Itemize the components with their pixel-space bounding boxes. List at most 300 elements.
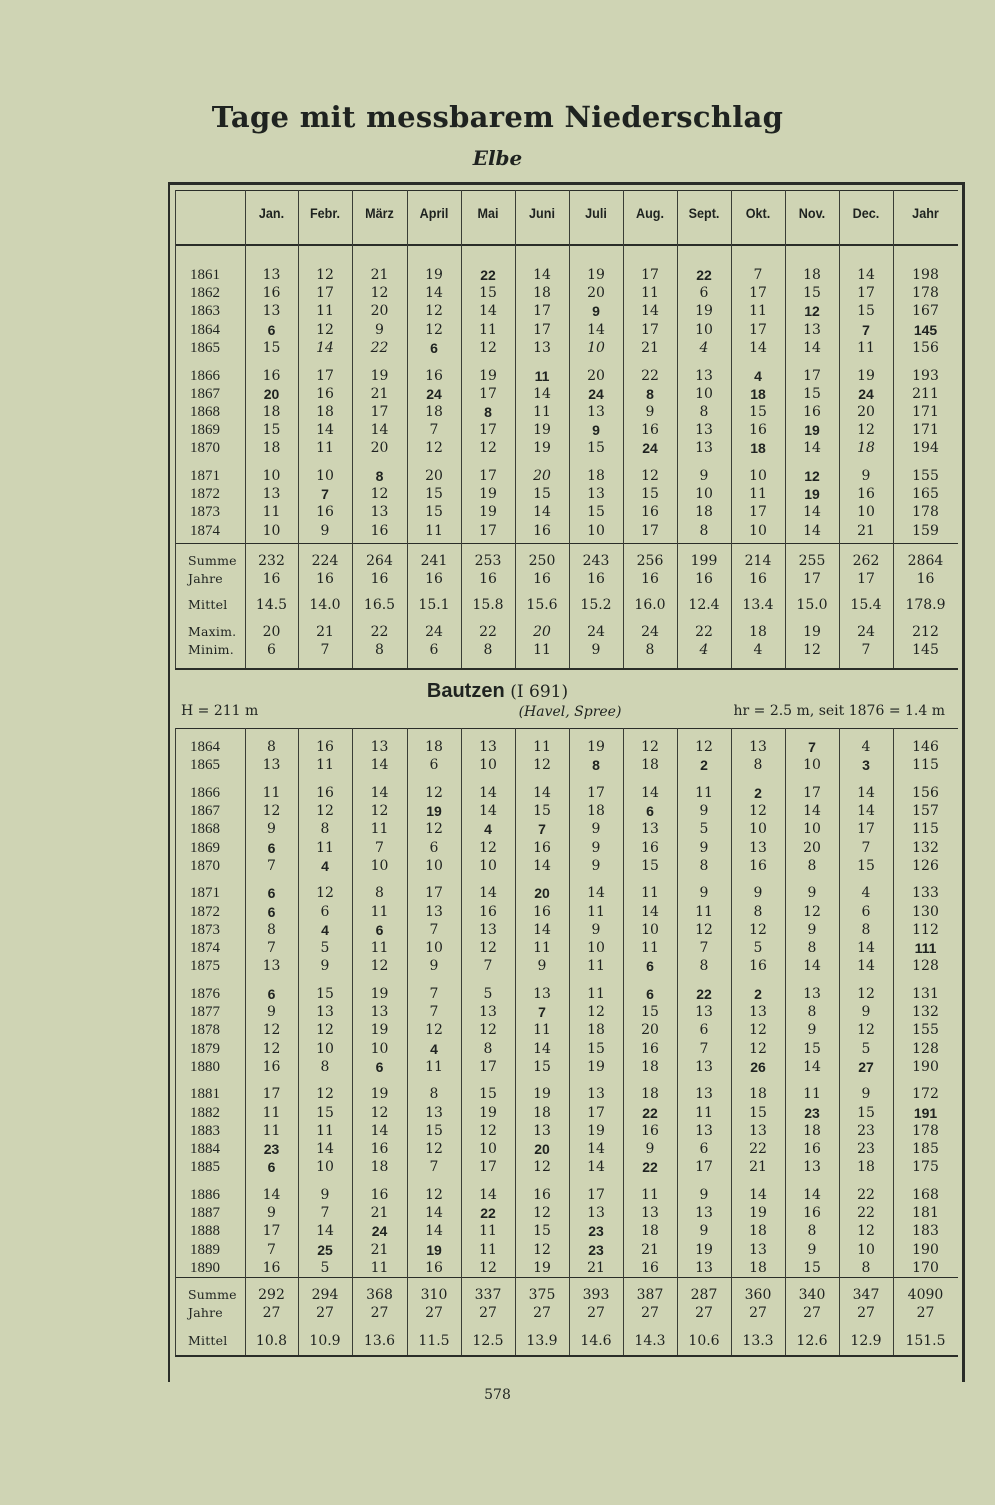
table-cell: 17	[479, 522, 497, 539]
page-subtitle: Elbe	[472, 146, 523, 170]
table-cell: 167	[912, 303, 939, 320]
table-cell: 15	[425, 486, 443, 503]
table-cell: 16	[641, 839, 659, 856]
table-cell: 14	[479, 1186, 497, 1203]
table-row	[0, 1204, 995, 1222]
table-cell: 14	[370, 422, 389, 439]
table-cell: 183	[912, 1223, 939, 1240]
table-cell: 9	[592, 303, 600, 320]
year-label: 1864	[190, 739, 220, 755]
table-cell: 14	[587, 885, 605, 902]
table-cell: 19	[587, 739, 605, 755]
table-cell: 4	[430, 1040, 438, 1057]
table-cell: 14	[533, 504, 551, 521]
table-cell: 13	[425, 1104, 443, 1121]
table-row	[0, 467, 995, 485]
table-cell: 13.3	[742, 1333, 774, 1349]
table-cell: 9	[267, 1205, 276, 1222]
table-cell: 22	[696, 985, 712, 1002]
table-cell: 12	[479, 1259, 497, 1276]
table-cell: 14	[803, 803, 821, 820]
table-cell: 16	[749, 422, 767, 439]
table-cell: 12	[262, 1040, 281, 1057]
table-cell: 17	[857, 285, 875, 302]
table-cell: 159	[912, 522, 939, 539]
table-cell: 16	[803, 1205, 821, 1222]
table-cell: 155	[912, 1022, 939, 1039]
row-label: Summe	[188, 553, 237, 568]
table-cell: 7	[861, 839, 871, 856]
table-cell: 232	[258, 553, 285, 569]
table-cell: 8	[592, 757, 600, 774]
table-cell: 12	[479, 1022, 497, 1039]
table-cell: 8	[267, 739, 276, 755]
table-cell: 11	[587, 985, 605, 1002]
table-cell: 17	[641, 522, 659, 539]
table-cell: 14	[857, 267, 875, 283]
table-cell: 7	[861, 642, 871, 658]
table-cell: 22	[641, 367, 659, 384]
table-cell: 8	[375, 642, 384, 658]
table-cell: 3	[862, 757, 870, 774]
table-cell: 7	[429, 1004, 439, 1021]
table-cell: 19	[425, 267, 443, 283]
table-cell: 13	[370, 504, 389, 521]
table-cell: 23	[588, 1241, 604, 1258]
table-cell: 112	[912, 921, 939, 938]
table-cell: 18	[316, 403, 334, 420]
table-cell: 151.5	[905, 1333, 946, 1349]
table-row	[0, 1186, 995, 1204]
table-cell: 6	[861, 903, 871, 920]
table-cell: 12	[749, 803, 767, 820]
table-cell: 387	[636, 1287, 664, 1303]
table-cell: 11	[587, 958, 605, 975]
table-cell: 145	[912, 642, 939, 658]
table-cell: 13	[749, 1122, 767, 1139]
table-cell: 9	[592, 422, 600, 439]
table-cell: 8	[699, 958, 709, 975]
table-cell: 155	[912, 468, 939, 484]
table-cell: 15	[479, 1086, 497, 1103]
table-cell: 14.6	[580, 1333, 612, 1349]
table-cell: 6	[267, 642, 276, 658]
table-cell: 27	[587, 1305, 605, 1321]
table-cell: 214	[744, 553, 772, 569]
table-cell: 20	[370, 303, 389, 320]
table-cell: 9	[429, 958, 439, 975]
table-cell: 20	[425, 468, 443, 484]
table-cell: 14	[425, 1205, 443, 1222]
table-cell: 14	[425, 285, 443, 302]
table-cell: 21	[641, 339, 659, 356]
table-cell: 12	[587, 1004, 605, 1021]
table-cell: 8	[483, 642, 493, 658]
table-cell: 6	[429, 642, 439, 658]
table-cell: 157	[912, 803, 939, 820]
table-cell: 243	[582, 553, 610, 569]
year-label: 1888	[190, 1223, 220, 1240]
table-cell: 18	[641, 757, 659, 774]
table-cell: 22	[696, 267, 712, 283]
table-cell: 146	[912, 739, 939, 755]
header-top-rule	[175, 190, 958, 191]
table-cell: 15	[803, 1259, 821, 1276]
table-cell: 15	[316, 985, 334, 1002]
table-cell: 24	[426, 385, 442, 402]
table-cell: 10	[803, 757, 821, 774]
table-cell: 14	[533, 857, 551, 874]
table-cell: 13	[695, 440, 713, 457]
table-row	[0, 839, 995, 857]
table-cell: 7	[267, 857, 276, 874]
table-cell: 9	[591, 642, 601, 658]
table-cell: 9	[591, 921, 601, 938]
table-cell: 14	[370, 784, 389, 801]
column-header: Febr.	[309, 205, 341, 221]
table-cell: 24	[425, 624, 443, 640]
table-cell: 20	[587, 367, 605, 384]
table-cell: 15	[749, 403, 767, 420]
table-cell: 8	[699, 857, 709, 874]
table-row	[0, 857, 995, 875]
table-cell: 15.0	[796, 597, 828, 613]
table-cell: 9	[375, 321, 384, 338]
table-cell: 14	[749, 339, 767, 356]
table-cell: 17	[533, 303, 551, 320]
table-cell: 12	[749, 1022, 767, 1039]
table-row	[0, 321, 995, 339]
column-header: April	[419, 205, 449, 221]
table-cell: 16	[749, 958, 767, 975]
table-cell: 22	[480, 267, 496, 283]
table-cell: 12	[804, 303, 820, 320]
table-cell: 14	[857, 784, 875, 801]
column-header: Jan.	[258, 205, 285, 221]
table-row	[0, 784, 995, 802]
table-cell: 11	[262, 504, 281, 521]
table-cell: 15	[533, 1223, 551, 1240]
station-code: (I 691)	[510, 682, 569, 702]
table-cell: 10	[695, 385, 713, 402]
table-cell: 11	[803, 1086, 821, 1103]
table-cell: 16	[641, 504, 659, 521]
table-cell: 8	[861, 921, 871, 938]
table-cell: 27	[749, 1305, 767, 1321]
station-height: H = 211 m	[181, 703, 259, 719]
table-cell: 17	[641, 321, 659, 338]
table-cell: 13	[479, 1004, 497, 1021]
table-cell: 11	[479, 1223, 497, 1240]
table-cell: 14	[641, 903, 659, 920]
table-cell: 11	[749, 486, 767, 503]
table-cell: 16	[641, 1259, 659, 1276]
table-cell: 18	[533, 1104, 551, 1121]
table-cell: 14	[803, 958, 821, 975]
table-cell: 14	[533, 921, 551, 938]
table-cell: 11	[262, 784, 281, 801]
table-cell: 9	[537, 958, 547, 975]
table-cell: 145	[913, 321, 938, 338]
table-cell: 13	[695, 1122, 713, 1139]
table-cell: 131	[912, 985, 939, 1002]
column-header: Juli	[585, 205, 607, 221]
table-cell: 14	[587, 1159, 605, 1176]
table-cell: 14	[803, 1186, 821, 1203]
table-cell: 256	[636, 553, 664, 569]
row-label: Maxim.	[188, 624, 237, 639]
year-label: 1874	[190, 522, 220, 539]
table-cell: 2	[754, 784, 762, 801]
table-cell: 8	[429, 1086, 439, 1103]
table-cell: 128	[912, 1040, 939, 1057]
column-header: Jahr	[912, 205, 939, 221]
table-cell: 11	[695, 1104, 713, 1121]
table-cell: 17	[370, 403, 389, 420]
table-cell: 27	[533, 1305, 551, 1321]
table-cell: 13	[316, 1004, 334, 1021]
table-row	[0, 1158, 995, 1176]
table-cell: 15.2	[580, 597, 612, 613]
table-cell: 15	[533, 486, 551, 503]
table-cell: 178	[912, 1122, 939, 1139]
table-cell: 14	[749, 1186, 767, 1203]
table-cell: 132	[912, 839, 939, 856]
table-cell: 15	[641, 1004, 659, 1021]
table-cell: 21	[370, 385, 389, 402]
table-cell: 8	[861, 1259, 871, 1276]
table-cell: 19	[533, 1259, 551, 1276]
year-label: 1873	[190, 504, 220, 521]
table-cell: 17	[749, 321, 767, 338]
table-cell: 10	[857, 1241, 875, 1258]
year-label: 1870	[190, 440, 220, 457]
table-cell: 18	[749, 624, 767, 640]
table-cell: 11	[425, 1058, 443, 1075]
table-cell: 11	[857, 339, 875, 356]
table-cell: 23	[588, 1223, 604, 1240]
table-end-rule	[175, 1355, 958, 1357]
table-cell: 8	[267, 921, 276, 938]
summary-row	[0, 623, 995, 641]
year-label: 1869	[190, 839, 220, 856]
year-label: 1862	[190, 285, 220, 302]
table-cell: 18	[641, 1058, 659, 1075]
table-cell: 17	[803, 367, 821, 384]
table-cell: 212	[912, 624, 939, 640]
table-cell: 13	[641, 821, 659, 838]
table-cell: 5	[483, 985, 493, 1002]
year-label: 1885	[190, 1159, 220, 1176]
table-cell: 17	[316, 367, 334, 384]
table-cell: 16	[533, 1186, 551, 1203]
table-cell: 12	[370, 958, 389, 975]
table-cell: 12	[479, 839, 497, 856]
table-cell: 10	[749, 522, 767, 539]
table-cell: 14	[533, 784, 551, 801]
table-cell: 11	[533, 403, 551, 420]
table-row	[0, 439, 995, 457]
table-cell: 224	[311, 553, 339, 569]
year-label: 1882	[190, 1104, 220, 1121]
table-cell: 11	[316, 1122, 334, 1139]
table-cell: 8	[645, 642, 655, 658]
table-cell: 17	[262, 1223, 281, 1240]
column-header: Dec.	[852, 205, 880, 221]
table-cell: 16	[316, 739, 334, 755]
summary-row	[0, 1332, 995, 1350]
table-cell: 12	[425, 821, 443, 838]
table-cell: 6	[375, 1058, 384, 1075]
table-cell: 15	[857, 303, 875, 320]
table-row	[0, 1259, 995, 1277]
table-cell: 13	[695, 1086, 713, 1103]
table-cell: 10	[749, 468, 767, 484]
table-cell: 16	[916, 571, 935, 587]
row-label: Mittel	[188, 1333, 228, 1348]
table-cell: 17	[479, 1159, 497, 1176]
row-label: Jahre	[188, 571, 223, 586]
table-cell: 15	[803, 1040, 821, 1057]
table-cell: 14	[803, 339, 821, 356]
year-label: 1866	[190, 784, 220, 801]
bautzen-start-rule	[175, 728, 958, 729]
table-cell: 11	[533, 1022, 551, 1039]
table-row	[0, 1241, 995, 1259]
table-cell: 7	[699, 1040, 709, 1057]
table-cell: 12	[479, 440, 497, 457]
table-cell: 14.3	[634, 1333, 666, 1349]
station-name: Bautzen	[426, 680, 505, 702]
station-rivers: (Havel, Spree)	[518, 704, 622, 720]
table-cell: 4	[861, 885, 871, 902]
table-cell: 15	[587, 1040, 605, 1057]
table-cell: 12	[425, 1186, 443, 1203]
table-cell: 12.9	[850, 1333, 882, 1349]
table-cell: 7	[808, 739, 816, 755]
table-cell: 126	[912, 857, 939, 874]
table-cell: 8	[807, 1004, 817, 1021]
table-cell: 13	[262, 958, 281, 975]
table-cell: 11	[533, 739, 551, 755]
table-cell: 7	[320, 642, 330, 658]
table-cell: 14	[857, 940, 875, 956]
table-cell: 27	[858, 1058, 874, 1075]
table-cell: 5	[699, 821, 709, 838]
table-cell: 7	[429, 422, 439, 439]
table-cell: 27	[695, 1305, 713, 1321]
table-cell: 393	[582, 1287, 610, 1303]
table-cell: 14	[857, 958, 875, 975]
table-cell: 11	[533, 642, 551, 658]
table-cell: 16	[316, 571, 334, 587]
table-cell: 9	[699, 1223, 709, 1240]
table-cell: 9	[320, 958, 330, 975]
table-cell: 178.9	[905, 597, 946, 613]
table-cell: 21	[316, 624, 334, 640]
table-cell: 115	[912, 757, 939, 774]
table-cell: 12	[425, 440, 443, 457]
table-cell: 16	[695, 571, 713, 587]
table-row	[0, 385, 995, 403]
year-label: 1868	[190, 821, 220, 838]
table-cell: 4	[861, 739, 871, 755]
table-row	[0, 738, 995, 756]
table-cell: 2	[754, 985, 762, 1002]
table-cell: 15	[749, 1104, 767, 1121]
table-cell: 292	[258, 1287, 285, 1303]
table-cell: 16	[533, 903, 551, 920]
table-cell: 20	[263, 385, 280, 402]
table-cell: 16	[749, 571, 767, 587]
table-cell: 15	[316, 1104, 334, 1121]
table-cell: 16	[803, 1141, 821, 1157]
table-cell: 9	[699, 885, 709, 902]
table-cell: 14	[587, 321, 605, 338]
table-cell: 15.4	[850, 597, 882, 613]
table-cell: 19	[370, 1022, 389, 1039]
year-label: 1886	[190, 1186, 220, 1203]
table-cell: 13.6	[363, 1333, 396, 1349]
table-cell: 18	[803, 1122, 821, 1139]
table-cell: 8	[483, 1040, 493, 1057]
table-cell: 6	[699, 1141, 709, 1157]
year-label: 1873	[190, 921, 220, 938]
table-cell: 7	[429, 921, 439, 938]
table-cell: 13	[262, 267, 281, 283]
table-cell: 9	[645, 403, 655, 420]
table-cell: 193	[912, 367, 939, 384]
table-cell: 7	[429, 985, 439, 1002]
table-row	[0, 266, 995, 284]
table-cell: 12	[533, 1159, 551, 1176]
table-cell: 12	[316, 803, 334, 820]
table-cell: 10.8	[255, 1333, 288, 1349]
year-label: 1875	[190, 958, 220, 975]
column-header: Okt.	[745, 205, 771, 221]
table-cell: 19	[370, 367, 389, 384]
table-cell: 15	[587, 504, 605, 521]
table-cell: 20	[857, 403, 875, 420]
table-cell: 13	[803, 1159, 821, 1176]
table-cell: 22	[479, 624, 497, 640]
table-cell: 27	[425, 1305, 443, 1321]
year-label: 1868	[190, 403, 220, 420]
table-cell: 132	[912, 1004, 939, 1021]
table-cell: 24	[587, 624, 605, 640]
table-cell: 16	[262, 367, 281, 384]
table-cell: 11	[641, 1186, 659, 1203]
table-cell: 4	[484, 821, 492, 838]
table-cell: 10	[425, 940, 443, 956]
year-label: 1867	[190, 385, 220, 402]
table-cell: 18	[750, 385, 766, 402]
table-cell: 19	[533, 440, 551, 457]
table-cell: 310	[420, 1287, 448, 1303]
table-cell: 12	[803, 642, 821, 658]
elbe-summary-rule	[175, 543, 958, 544]
table-cell: 14	[262, 1186, 281, 1203]
table-cell: 11.5	[418, 1333, 450, 1349]
table-cell: 11	[587, 903, 605, 920]
table-cell: 9	[699, 1186, 709, 1203]
summary-row	[0, 1286, 995, 1304]
table-cell: 10	[695, 321, 713, 338]
table-cell: 16	[370, 571, 389, 587]
table-cell: 18	[587, 1022, 605, 1039]
station-heading	[0, 680, 995, 703]
table-cell: 8	[807, 857, 817, 874]
